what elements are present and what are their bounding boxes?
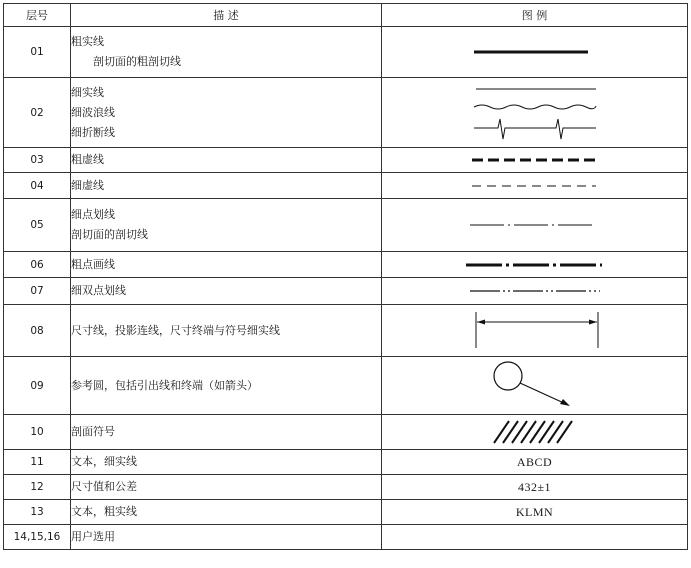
legend-cell [382, 173, 688, 199]
description-line: 用户选用 [71, 530, 115, 543]
thin-double-dot-chain-line-icon [382, 281, 688, 301]
thin-dashed-line-icon [382, 176, 688, 196]
legend-cell [382, 357, 688, 415]
thin-chain-line-icon [382, 210, 688, 240]
header-legend: 图 例 [382, 4, 688, 27]
legend-text: KLMN [382, 500, 688, 525]
description-line: 剖面符号 [71, 425, 115, 438]
legend-cell [382, 252, 688, 278]
layer-number: 11 [4, 450, 71, 475]
layer-description [71, 500, 382, 525]
description-line: 剖切面的粗剖切线 [93, 55, 181, 68]
legend-text: 432±1 [382, 475, 688, 500]
table-row [4, 305, 688, 357]
layer-number: 10 [4, 415, 71, 450]
layer-description [71, 27, 382, 78]
description-line: 细实线 [71, 85, 104, 99]
table-row [4, 173, 688, 199]
legend-text: ABCD [382, 450, 688, 475]
description-line: 尺寸值和公差 [71, 480, 137, 493]
table-row [4, 252, 688, 278]
section-hatching-icon [382, 416, 688, 448]
layer-number: 03 [4, 148, 71, 173]
legend-cell [382, 78, 688, 148]
line-type-table-page [3, 3, 687, 564]
layer-number: 02 [4, 78, 71, 148]
legend-cell [382, 305, 688, 357]
table-row [4, 27, 688, 78]
layer-number: 14,15,16 [4, 525, 71, 550]
layer-description [71, 278, 382, 305]
layer-number: 06 [4, 252, 71, 278]
layer-description [71, 199, 382, 252]
layer-description [71, 78, 382, 148]
description-line: 细折断线 [71, 125, 115, 139]
layer-description [71, 173, 382, 199]
layer-number: 05 [4, 199, 71, 252]
table-row [4, 500, 688, 525]
legend-cell [382, 278, 688, 305]
description-line: 粗虚线 [71, 153, 104, 166]
description-line: 细虚线 [71, 178, 104, 192]
header-description: 描 述 [71, 4, 382, 27]
table-row [4, 148, 688, 173]
layer-number: 09 [4, 357, 71, 415]
layer-number: 07 [4, 278, 71, 305]
layer-description [71, 357, 382, 415]
thick-dashed-line-icon [382, 150, 688, 170]
description-line: 参考圆，包括引出线和终端（如箭头） [71, 378, 258, 392]
layer-number: 08 [4, 305, 71, 357]
legend-cell [382, 148, 688, 173]
legend-cell-empty [382, 525, 688, 550]
legend-cell [382, 27, 688, 78]
layer-description [71, 475, 382, 500]
layer-description [71, 148, 382, 173]
thick-solid-line-icon [382, 37, 688, 67]
layer-description [71, 415, 382, 450]
layer-number: 12 [4, 475, 71, 500]
description-line: 粗实线 [71, 35, 104, 48]
table-row [4, 475, 688, 500]
table-row [4, 78, 688, 148]
layer-description [71, 525, 382, 550]
description-line: 细波浪线 [71, 105, 115, 119]
table-row [4, 278, 688, 305]
description-line: 文本，粗实线 [71, 505, 137, 518]
table-row [4, 415, 688, 450]
reference-circle-leader-icon [382, 359, 688, 413]
legend-cell [382, 415, 688, 450]
dimension-line-icon [382, 308, 688, 354]
thin-solid-wavy-break-lines-icon [382, 81, 688, 145]
line-layer-table [3, 3, 688, 550]
thick-chain-line-icon [382, 255, 688, 275]
layer-description [71, 305, 382, 357]
table-row [4, 450, 688, 475]
layer-number: 13 [4, 500, 71, 525]
layer-description [71, 252, 382, 278]
header-layer-number: 层号 [4, 4, 71, 27]
description-line: 尺寸线，投影连线，尺寸终端与符号细实线 [71, 323, 280, 337]
table-row [4, 525, 688, 550]
table-header-row [4, 4, 688, 27]
layer-number: 01 [4, 27, 71, 78]
description-line: 细点划线 [71, 208, 115, 221]
legend-cell [382, 199, 688, 252]
description-line: 细双点划线 [71, 284, 126, 297]
description-line: 文本，细实线 [71, 455, 137, 468]
layer-number: 04 [4, 173, 71, 199]
layer-description [71, 450, 382, 475]
table-row [4, 199, 688, 252]
table-row [4, 357, 688, 415]
description-line: 粗点画线 [71, 257, 115, 271]
description-line: 剖切面的剖切线 [71, 228, 148, 241]
